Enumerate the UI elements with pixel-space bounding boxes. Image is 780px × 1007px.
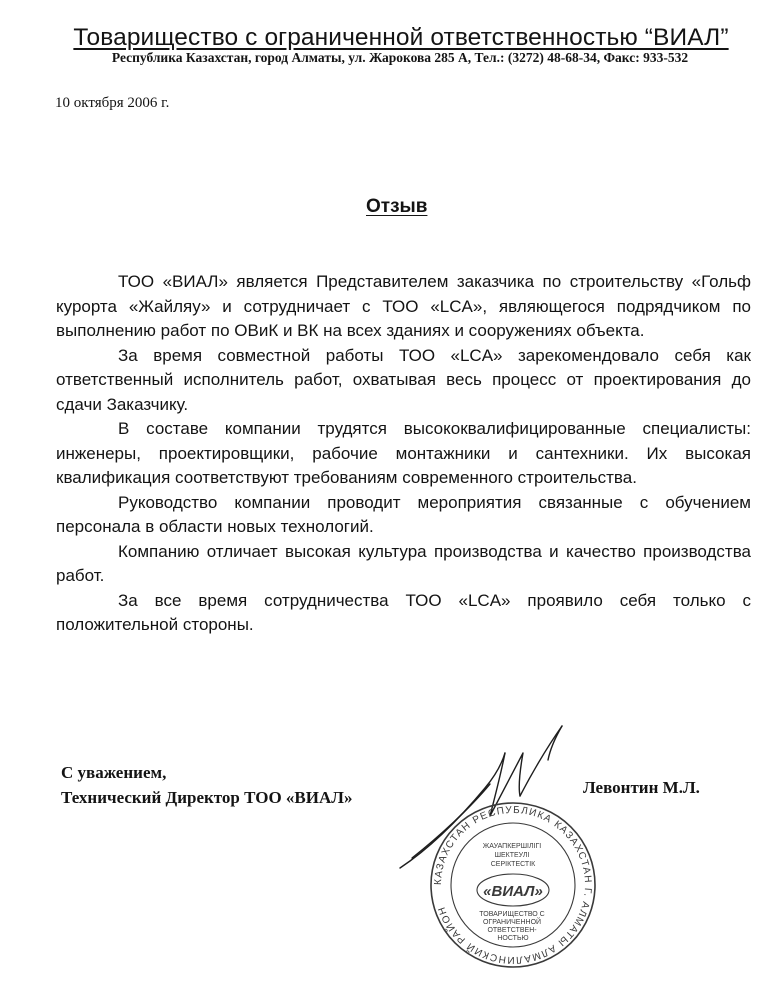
company-seal: [428, 800, 598, 970]
seal-line: СЕРІКТЕСТІК: [490, 861, 536, 868]
body-paragraph: В составе компании трудятся высококвалифицированные специалисты: инженеры, проектировщики, рабочие монтажники и сантехники. Их высокая квалификация соответствуют требованиям современного строительства.: [56, 419, 751, 487]
seal-line: ШЕКТЕУЛІ: [494, 852, 530, 859]
seal-line: ТОВАРИЩЕСТВО С: [479, 911, 545, 918]
seal-line: ОГРАНИЧЕННОЙ: [482, 919, 542, 926]
seal-line: ОТВЕТСТВЕН-: [487, 927, 537, 934]
letter-body: [56, 270, 751, 638]
letterhead-address: Республика Казахстан, город Алматы, ул. Жарокова 285 А, Тел.: (3272) 48-68-34, Факс: 933-532: [111, 50, 689, 65]
letter-date: 10 октября 2006 г.: [55, 95, 170, 111]
body-paragraph: За все время сотрудничества ТОО «LCA» проявило себя только с положительной стороны.: [56, 590, 751, 634]
document-heading: Отзыв: [366, 196, 428, 217]
svg-text:ЖАУАПКЕРШІЛІГІ ШЕКТЕУЛІ: [483, 843, 543, 868]
body-paragraph: ТОО «ВИАЛ» является Представителем заказчика по строительству «Гольф курорта «Жайляу» и сотрудничает с ТОО «LCA», являющегося подрядчиком по выполнению работ по ОВиК и ВК на всех зданиях и сооружениях объекта.: [56, 272, 751, 340]
body-paragraph: За время совместной работы ТОО «LCA» зарекомендовало себя как ответственный исполнитель работ, охватывая весь процесс от проектирования до сдачи Заказчику.: [56, 345, 751, 414]
seal-line: ЖАУАПКЕРШІЛІГІ: [482, 843, 542, 850]
seal-ring-text: КАЗАХСТАН РЕСПУБЛИКА КАЗАХСТАН Г. АЛМАТЫ АЛМАЛИНСКИЙ РАЙОН: [432, 804, 594, 966]
signer-name: Левонтин М.Л.: [583, 778, 700, 797]
signer-position: Технический Директор ТОО «ВИАЛ»: [61, 788, 353, 807]
svg-text:ТОВАРИЩЕСТВО С ОГРАНИЧЕННО: [479, 911, 546, 942]
seal-line: НОСТЬЮ: [497, 935, 529, 942]
body-paragraph: Компанию отличает высокая культура производства и качество производства работ.: [56, 541, 751, 585]
seal-center-text: «ВИАЛ»: [483, 883, 543, 900]
body-paragraph: Руководство компании проводит мероприятия связанные с обучением персонала в области новых технологий.: [56, 492, 751, 536]
closing-regards: С уважением,: [61, 763, 167, 782]
closing-block: [61, 760, 352, 810]
letterhead-title: Товарищество с ограниченной ответственностью “ВИАЛ”: [73, 24, 729, 51]
